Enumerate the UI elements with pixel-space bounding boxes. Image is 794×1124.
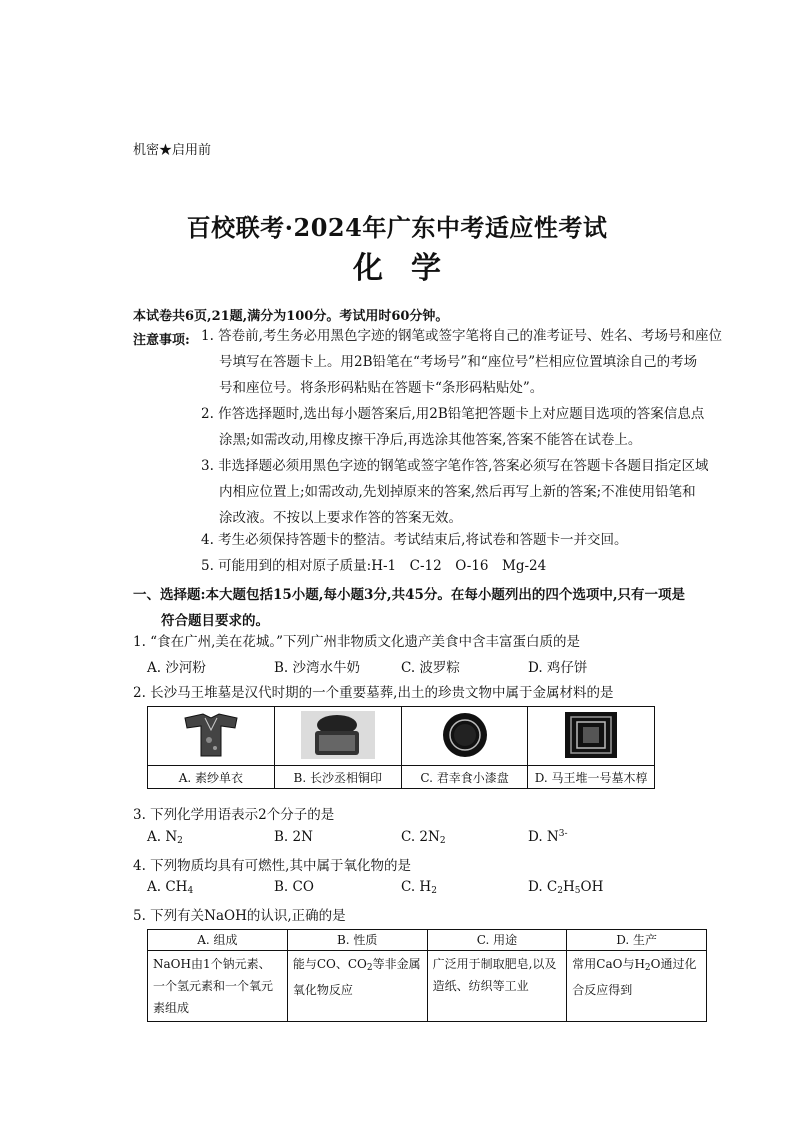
q2-caption-d[interactable]: D. 马王堆一号墓木椁	[528, 766, 655, 789]
q3-stem: 3. 下列化学用语表示2个分子的是	[133, 807, 335, 823]
note-5: 5. 可能用到的相对原子质量:H-1 C-12 O-16 Mg-24	[201, 558, 547, 574]
q5-header-d: D. 生产	[567, 930, 707, 951]
q2-image-c	[401, 707, 528, 766]
robe-icon	[181, 710, 241, 760]
q3-option-a[interactable]: A. $N_2$	[147, 829, 183, 846]
section-heading: 一、选择题:本大题包括15小题,每小题3分,共45分。在每小题列出的四个选项中,只有一项是 符合题目要求的。	[133, 587, 686, 629]
q5-cell-d[interactable]: 常用CaO与$H_2O$通过化合反应得到	[567, 951, 707, 1022]
q4-option-c[interactable]: C. $H_2$	[401, 879, 437, 896]
q4-options	[147, 879, 667, 896]
q4-stem: 4. 下列物质均具有可燃性,其中属于氧化物的是	[133, 858, 411, 874]
notes-label: 注意事项:	[133, 333, 190, 348]
lacquer-plate-icon	[440, 710, 490, 760]
q5-cell-c[interactable]: 广泛用于制取肥皂,以及造纸、纺织等工业	[427, 951, 567, 1022]
q2-image-d	[528, 707, 655, 766]
note-4: 4. 考生必须保持答题卡的整洁。考试结束后,将试卷和答题卡一并交回。	[201, 532, 628, 548]
q5-table	[147, 929, 707, 1022]
q4-option-d[interactable]: D. $C_2H_5OH$	[528, 879, 604, 896]
q2-image-table	[147, 706, 655, 789]
q1-options	[147, 656, 667, 676]
q5-header-a: A. 组成	[148, 930, 288, 951]
exam-info: 本试卷共6页,21题,满分为100分。考试用时60分钟。	[133, 309, 449, 324]
q2-caption-c[interactable]: C. 君幸食小漆盘	[401, 766, 528, 789]
q4-option-a[interactable]: A. $CH_4$	[147, 879, 194, 896]
q5-header-c: C. 用途	[427, 930, 567, 951]
q1-option-b[interactable]: B. 沙湾水牛奶	[274, 660, 361, 676]
q3-options	[147, 829, 667, 846]
q1-stem: 1. “食在广州,美在花城。”下列广州非物质文化遗产美食中含丰富蛋白质的是	[133, 634, 581, 650]
q2-stem: 2. 长沙马王堆墓是汉代时期的一个重要墓葬,出土的珍贵文物中属于金属材料的是	[133, 685, 614, 701]
q3-option-b[interactable]: B. 2N	[274, 829, 313, 845]
q1-option-a[interactable]: A. 沙河粉	[147, 660, 206, 676]
q1-option-c[interactable]: C. 波罗粽	[401, 660, 460, 676]
note-1: 1. 答卷前,考生务必用黑色字迹的钢笔或签字笔将自己的准考证号、姓名、考场号和座位 号填写在答题卡上。用2B铅笔在“考场号”和“座位号”栏相应位置填涂自己的考场 号和座位号。将条形码粘贴在答题卡“条形码粘贴处”。	[201, 328, 722, 396]
q5-cell-b[interactable]: 能与CO、$CO_2$等非金属氧化物反应	[287, 951, 427, 1022]
q5-cell-a[interactable]: NaOH由1个钠元素、一个氢元素和一个氧元素组成	[148, 951, 288, 1022]
q2-caption-b[interactable]: B. 长沙丞相铜印	[274, 766, 401, 789]
bronze-seal-icon	[299, 709, 377, 761]
q2-image-b	[274, 707, 401, 766]
q5-header-b: B. 性质	[287, 930, 427, 951]
note-3: 3. 非选择题必须用黑色字迹的钢笔或签字笔作答,答案必须写在答题卡各题目指定区域 内相应位置上;如需改动,先划掉原来的答案,然后再写上新的答案;不准使用铅笔和 涂改液。不按以上要求作答的答案无效。	[201, 458, 709, 526]
q3-option-d[interactable]: D. $N^{3-}$	[528, 829, 568, 845]
note-2: 2. 作答选择题时,选出每小题答案后,用2B铅笔把答题卡上对应题目选项的答案信息点 涂黑;如需改动,用橡皮擦干净后,再选涂其他答案,答案不能答在试卷上。	[201, 406, 705, 448]
q2-caption-a[interactable]: A. 素纱单衣	[148, 766, 275, 789]
coffin-chamber-icon	[563, 710, 619, 760]
q1-option-d[interactable]: D. 鸡仔饼	[528, 660, 588, 676]
subject-title: 化学	[353, 251, 469, 286]
confidential-mark: 机密★启用前	[133, 143, 212, 158]
exam-title: 百校联考·2024年广东中考适应性考试	[186, 213, 608, 242]
q2-image-a	[148, 707, 275, 766]
q4-option-b[interactable]: B. CO	[274, 879, 314, 895]
q3-option-c[interactable]: C. $2N_2$	[401, 829, 446, 846]
q5-stem: 5. 下列有关NaOH的认识,正确的是	[133, 908, 346, 924]
